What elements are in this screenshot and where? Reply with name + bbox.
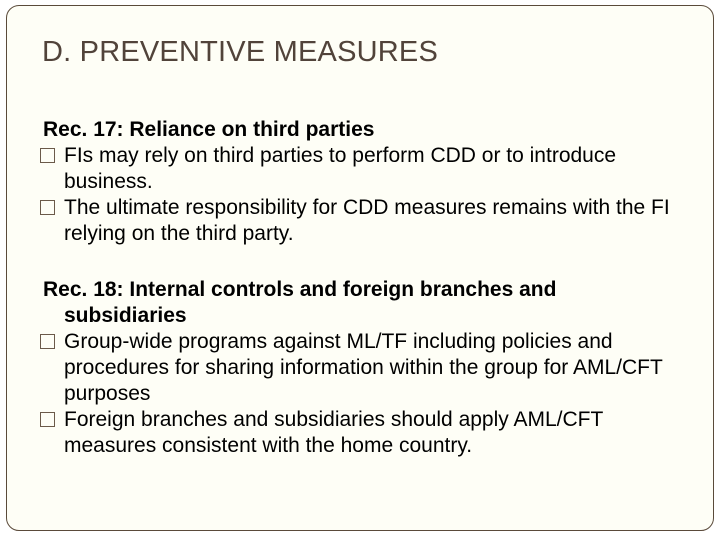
checkbox-bullet-icon — [40, 200, 55, 215]
bullet-item — [43, 143, 683, 195]
bullet-text: The ultimate responsibility for CDD measures remains with the FI relying on the third party. — [64, 196, 670, 245]
section-rec-17 — [43, 117, 683, 247]
bullet-text: Group-wide programs against ML/TF including policies and procedures for sharing information within the group for AML/CFT purposes — [64, 330, 663, 405]
checkbox-bullet-icon — [40, 148, 55, 163]
section-rec-18 — [43, 277, 683, 459]
bullet-item — [43, 407, 683, 459]
bullet-text: FIs may rely on third parties to perform CDD or to introduce business. — [64, 144, 617, 193]
section-heading: Rec. 17: Reliance on third parties — [43, 118, 375, 141]
bullet-item — [43, 329, 683, 407]
checkbox-bullet-icon — [40, 334, 55, 349]
section-spacer — [43, 247, 683, 277]
checkbox-bullet-icon — [40, 412, 55, 427]
section-heading: Rec. 18: Internal controls and foreign branches and subsidiaries — [43, 278, 557, 327]
slide-title: D. PREVENTIVE MEASURES — [42, 36, 438, 68]
bullet-text: Foreign branches and subsidiaries should apply AML/CFT measures consistent with the home country. — [64, 408, 603, 457]
bullet-item — [43, 195, 683, 247]
slide-content — [43, 117, 683, 459]
